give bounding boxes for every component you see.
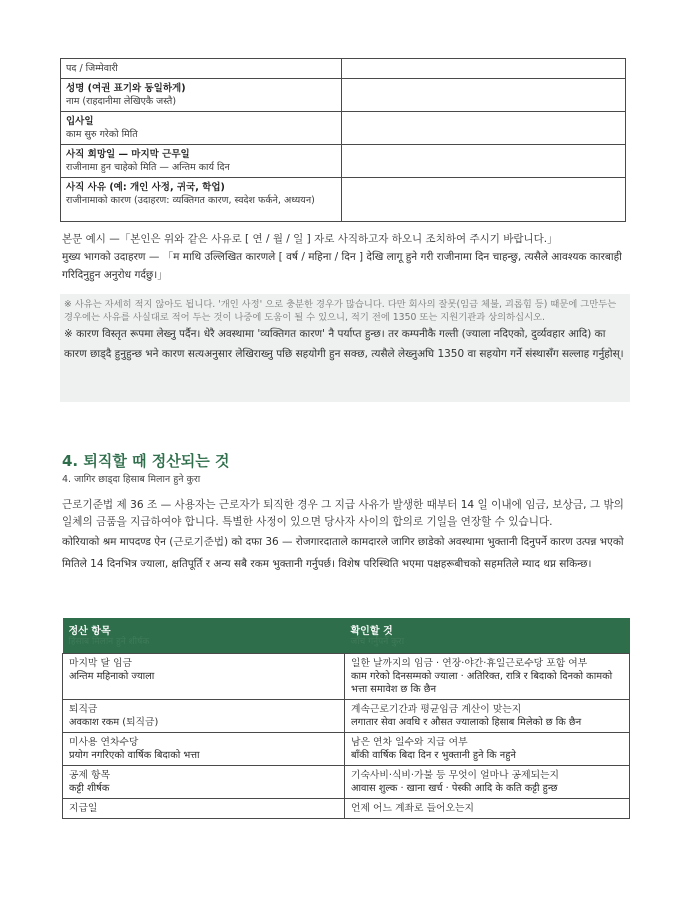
item-ne: अन्तिम महिनाको ज्याला bbox=[69, 671, 155, 682]
form-value-field[interactable] bbox=[342, 145, 626, 178]
table-row bbox=[63, 700, 630, 733]
table-cell-check bbox=[345, 799, 630, 819]
resignation-form-table bbox=[60, 58, 626, 222]
form-label bbox=[61, 79, 342, 112]
form-label bbox=[61, 145, 342, 178]
item-ne: अवकाश रकम (퇴직금) bbox=[69, 717, 159, 728]
law-paragraph bbox=[62, 497, 630, 575]
section-title: 4. 퇴직할 때 정산되는 것 bbox=[62, 452, 230, 470]
table-cell-item bbox=[63, 799, 345, 819]
check-ko: 남은 연차 일수와 지급 여부 bbox=[351, 737, 468, 748]
sample-text-ko: 본문 예시 —「본인은 위와 같은 사유로 [ 연 / 월 / 일 ] 자로 사직하고자 하오니 조치하여 주시기 바랍니다.」 bbox=[62, 233, 558, 245]
item-ko: 미사용 연차수당 bbox=[69, 737, 139, 748]
form-row-last-day bbox=[61, 145, 626, 178]
table-header-row bbox=[63, 618, 630, 654]
item-ne: कट्टी शीर्षक bbox=[69, 783, 110, 794]
table-header-item bbox=[63, 618, 345, 654]
note-text-ko: ※ 사유는 자세히 적지 않아도 됩니다. '개인 사정' 으로 충분한 경우가 많습니다. 다만 회사의 잘못(임금 체불, 괴롭힘 등) 때문에 그만두는 경우에는 사유를 사실대로 적어 두는 것이 나중에 도움이 될 수 있으니, 적기 전에 1350 또는 지원기관과 상의하십시오. bbox=[64, 299, 617, 323]
form-label-ne: नाम (राहदानीमा लेखिएकै जस्तै) bbox=[66, 96, 177, 107]
table-cell-check bbox=[345, 766, 630, 799]
table-cell-check bbox=[345, 700, 630, 733]
form-row-reason bbox=[61, 178, 626, 222]
form-label-ko: 성명 (여권 표기와 동일하게) bbox=[66, 83, 186, 94]
form-label-ko: 사직 희망일 — 마지막 근무일 bbox=[66, 149, 190, 160]
settlement-table bbox=[62, 618, 630, 819]
item-ko: 공제 항목 bbox=[69, 770, 110, 781]
table-cell-check bbox=[345, 733, 630, 766]
form-label-ne: काम सुरु गरेको मिति bbox=[66, 129, 138, 140]
table-cell-check bbox=[345, 654, 630, 700]
form-row-join-date bbox=[61, 112, 626, 145]
table-header-ko: 확인할 것 bbox=[350, 626, 393, 637]
sample-text-block bbox=[62, 230, 630, 284]
form-value-field[interactable] bbox=[342, 59, 626, 79]
form-label bbox=[61, 59, 342, 79]
form-label-ne: राजीनामा हुन चाहेको मिति — अन्तिम कार्य दिन bbox=[66, 162, 230, 173]
check-ne: काम गरेको दिनसम्मको ज्याला · अतिरिक्त, रात्रि र बिदाको दिनको कामको भत्ता समावेश छ कि छैन bbox=[351, 671, 613, 695]
table-row bbox=[63, 654, 630, 700]
law-paragraph-ne: कोरियाको श्रम मापदण्ड ऐन (근로기준법) को दफा 36 — रोजगारदाताले कामदारले जागिर छाडेको अवस्थामा भुक्तानी दिनुपर्ने कारण उत्पन्न भएको मितिले 14 दिनभित्र ज्याला, क्षतिपूर्ति र अन्य सबै रकम भुक्तानी गर्नुपर्छ। विशेष परिस्थिति भएमा पक्षहरूबीचको सहमतिले म्याद थप्न सकिन्छ। bbox=[62, 536, 624, 570]
table-row bbox=[63, 733, 630, 766]
table-cell-item bbox=[63, 654, 345, 700]
check-ko: 일한 날까지의 임금 · 연장·야간·휴일근로수당 포함 여부 bbox=[351, 658, 588, 669]
table-cell-item bbox=[63, 700, 345, 733]
check-ne: बाँकी वार्षिक बिदा दिन र भुक्तानी हुने कि नहुने bbox=[351, 750, 516, 761]
check-ko: 계속근로기간과 평균임금 계산이 맞는지 bbox=[351, 704, 522, 715]
form-label-ne: राजीनामाको कारण (उदाहरण: व्यक्तिगत कारण, स्वदेश फर्कने, अध्ययन) bbox=[66, 195, 315, 206]
item-ne: प्रयोग नगरिएको वार्षिक बिदाको भत्ता bbox=[69, 750, 200, 761]
form-label bbox=[61, 112, 342, 145]
item-ko: 마지막 달 임금 bbox=[69, 658, 133, 669]
table-header-ko: 정산 항목 bbox=[68, 626, 111, 637]
form-row-position bbox=[61, 59, 626, 79]
table-row bbox=[63, 766, 630, 799]
table-cell-item bbox=[63, 766, 345, 799]
form-label-ne: पद / जिम्मेवारी bbox=[66, 63, 118, 74]
check-ko: 언제 어느 계좌로 들어오는지 bbox=[351, 803, 474, 814]
sample-text-ne: मुख्य भागको उदाहरण — 「म माथि उल्लिखित कारणले [ वर्ष / महिना / दिन ] देखि लागू हुने गरी राजीनामा दिन चाहन्छु, त्यसैले आवश्यक कारबाही गरिदिनुहुन अनुरोध गर्दछु।」 bbox=[62, 251, 622, 281]
table-header-ne: जाँच गर्नुपर्ने कुरा bbox=[350, 637, 405, 647]
law-paragraph-ko: 근로기준법 제 36 조 — 사용자는 근로자가 퇴직한 경우 그 지급 사유가 발생한 때부터 14 일 이내에 임금, 보상금, 그 밖의 일체의 금품을 지급하여야 합니다. 특별한 사정이 있으면 당사자 사이의 합의로 기일을 연장할 수 있습니다. bbox=[62, 499, 624, 528]
form-value-field[interactable] bbox=[342, 178, 626, 222]
check-ne: लगातार सेवा अवधि र औसत ज्यालाको हिसाब मिलेको छ कि छैन bbox=[351, 717, 582, 728]
check-ne: आवास शुल्क · खाना खर्च · पेस्की आदि के कति कट्टी हुन्छ bbox=[351, 783, 558, 794]
check-ko: 기숙사비·식비·가불 등 무엇이 얼마나 공제되는지 bbox=[351, 770, 559, 781]
form-value-field[interactable] bbox=[342, 112, 626, 145]
form-row-name bbox=[61, 79, 626, 112]
form-label-ko: 입사일 bbox=[66, 116, 94, 127]
item-ko: 퇴직금 bbox=[69, 704, 98, 715]
note-box bbox=[60, 294, 630, 402]
table-header-check bbox=[345, 618, 630, 654]
section-subtitle: 4. जागिर छाड्दा हिसाब मिलान हुने कुरा bbox=[62, 474, 201, 485]
table-cell-item bbox=[63, 733, 345, 766]
form-value-field[interactable] bbox=[342, 79, 626, 112]
form-label bbox=[61, 178, 342, 222]
note-text-ne: ※ कारण विस्तृत रूपमा लेख्नु पर्दैन। धेरै अवस्थामा 'व्यक्तिगत कारण' नै पर्याप्त हुन्छ। तर कम्पनीकै गल्ती (ज्याला नदिएको, दुर्व्यवहार आदि) का कारण छाड्दै हुनुहुन्छ भने कारण सत्यअनुसार लेखिराख्नु पछि सहयोगी हुन सक्छ, त्यसैले लेख्नुअघि 1350 वा सहयोग गर्ने संस्थासँग सल्लाह गर्नुहोस्। bbox=[64, 328, 624, 360]
table-header-ne: हिसाब मिलान हुने शीर्षक bbox=[68, 637, 150, 647]
item-ko: 지급일 bbox=[69, 803, 98, 814]
table-row bbox=[63, 799, 630, 819]
form-label-ko: 사직 사유 (예: 개인 사정, 귀국, 학업) bbox=[66, 182, 225, 193]
